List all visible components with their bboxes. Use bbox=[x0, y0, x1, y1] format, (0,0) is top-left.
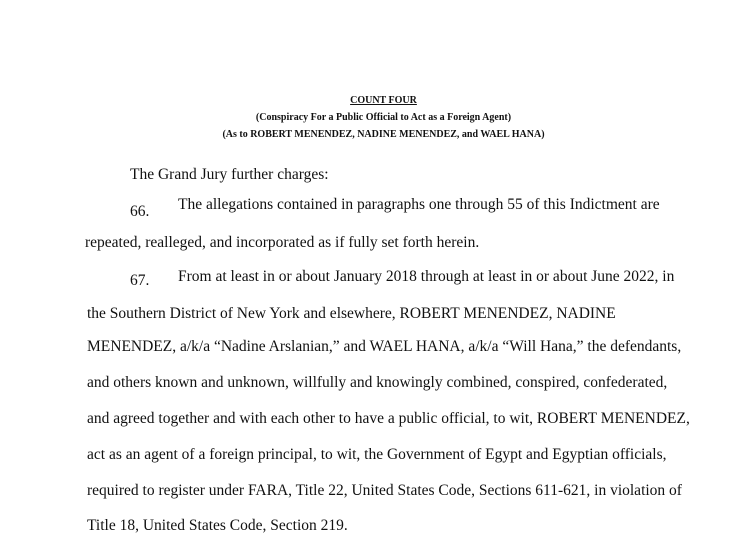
paragraph-67-line-2: the Southern District of New York and elsewhere, ROBERT MENENDEZ, NADINE bbox=[87, 305, 616, 322]
count-defendants: (As to ROBERT MENENDEZ, NADINE MENENDEZ, and WAEL HANA) bbox=[222, 129, 545, 140]
paragraph-67-line-3: MENENDEZ, a/k/a “Nadine Arslanian,” and WAEL HANA, a/k/a “Will Hana,” the defendants, bbox=[87, 338, 682, 355]
paragraph-66-line-1: The allegations contained in paragraphs one through 55 of this Indictment are bbox=[178, 196, 660, 213]
paragraph-67-line-7: required to register under FARA, Title 22, United States Code, Sections 611-621, in violation of bbox=[87, 482, 682, 499]
paragraph-number-66: 66. bbox=[130, 203, 150, 220]
paragraph-67-line-5: and agreed together and with each other to have a public official, to wit, ROBERT MENENDEZ, bbox=[87, 410, 690, 427]
paragraph-67-line-8: Title 18, United States Code, Section 219. bbox=[87, 517, 348, 534]
paragraph-66-line-2: repeated, realleged, and incorporated as if fully set forth herein. bbox=[85, 234, 480, 251]
intro-line: The Grand Jury further charges: bbox=[130, 166, 329, 183]
paragraph-67-line-1: From at least in or about January 2018 through at least in or about June 2022, in bbox=[178, 268, 675, 285]
count-subtitle: (Conspiracy For a Public Official to Act as a Foreign Agent) bbox=[255, 112, 512, 123]
paragraph-number-67: 67. bbox=[130, 272, 150, 289]
paragraph-67-line-4: and others known and unknown, willfully and knowingly combined, conspired, confederated, bbox=[87, 374, 668, 391]
paragraph-67-line-6: act as an agent of a foreign principal, to wit, the Government of Egypt and Egyptian officials, bbox=[87, 446, 667, 463]
count-title: COUNT FOUR bbox=[350, 95, 417, 106]
